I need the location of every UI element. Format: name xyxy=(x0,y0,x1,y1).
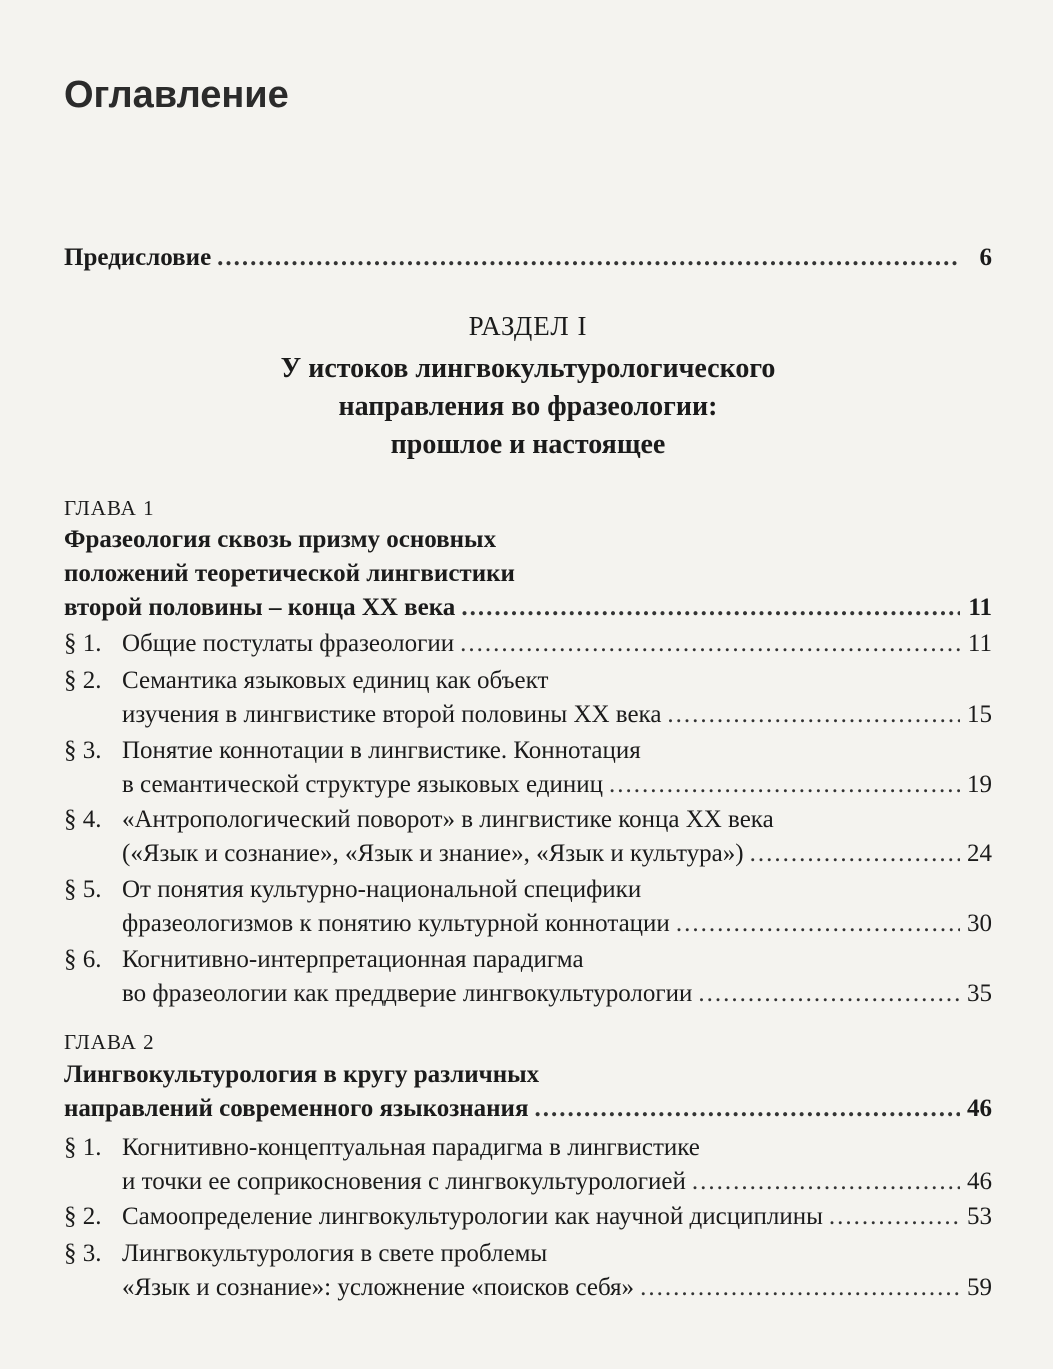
toc-entry-section[interactable] xyxy=(64,1131,992,1199)
leader-dots xyxy=(609,768,960,802)
toc-entry-chapter-2[interactable] xyxy=(64,1058,992,1126)
page-number: 24 xyxy=(967,840,992,867)
toc-entry-section[interactable] xyxy=(64,1237,992,1305)
leader-dots xyxy=(217,241,960,275)
section-number: § 1. xyxy=(64,1134,102,1161)
section-title-line: «Язык и сознание»: усложнение «поисков себя» xyxy=(122,1274,635,1301)
toc-entry-section[interactable] xyxy=(64,803,992,871)
page-number: 46 xyxy=(967,1168,992,1195)
chapter-2-label: ГЛАВА 2 xyxy=(64,1030,155,1054)
leader-dots xyxy=(829,1200,960,1234)
leader-dots xyxy=(750,837,960,871)
chapter-title-line: Лингвокультурология в кругу различных xyxy=(64,1061,540,1088)
toc-entry-chapter-1[interactable] xyxy=(64,523,992,625)
toc-entry-section[interactable] xyxy=(64,873,992,941)
toc-title: Оглавление xyxy=(64,74,289,116)
toc-entry-section[interactable] xyxy=(64,943,992,1011)
page-number: 11 xyxy=(968,594,992,621)
page-number: 46 xyxy=(967,1095,992,1122)
chapter-title-line: направлений современного языкознания xyxy=(64,1095,529,1122)
page-number: 53 xyxy=(967,1203,992,1230)
chapter-title-line: положений теоретической лингвистики xyxy=(64,560,515,587)
page-number: 59 xyxy=(967,1274,992,1301)
section-title-line: Когнитивно-концептуальная парадигма в лингвистике xyxy=(122,1134,700,1161)
section-number: § 2. xyxy=(64,1203,102,1230)
part-title-line: прошлое и настоящее xyxy=(390,429,666,460)
page-number: 30 xyxy=(967,910,992,937)
section-title-line: во фразеологии как преддверие лингвокультурологии xyxy=(122,980,693,1007)
section-number: § 1. xyxy=(64,630,102,657)
page-number: 35 xyxy=(967,980,992,1007)
section-title-line: фразеологизмов к понятию культурной коннотации xyxy=(122,910,670,937)
leader-dots xyxy=(461,591,960,625)
section-title-line: «Антропологический поворот» в лингвистике конца XX века xyxy=(122,806,774,833)
chapter-title-line: Фразеология сквозь призму основных xyxy=(64,526,497,553)
leader-dots xyxy=(698,977,960,1011)
section-number: § 6. xyxy=(64,946,102,973)
section-title-line: («Язык и сознание», «Язык и знание», «Язык и культура») xyxy=(122,840,744,867)
section-number: § 2. xyxy=(64,667,102,694)
toc-entry-section[interactable] xyxy=(64,1200,992,1234)
part-title xyxy=(64,350,992,464)
toc-entry-section[interactable] xyxy=(64,627,992,661)
leader-dots xyxy=(692,1165,960,1199)
entry-title: Предисловие xyxy=(64,244,212,271)
chapter-title-line: второй половины – конца XX века xyxy=(64,594,456,621)
section-number: § 4. xyxy=(64,806,102,833)
toc-entry-section[interactable] xyxy=(64,664,992,732)
section-number: § 3. xyxy=(64,1240,102,1267)
section-number: § 5. xyxy=(64,876,102,903)
section-title-line: Самоопределение лингвокультурологии как научной дисциплины xyxy=(122,1203,823,1230)
section-title-line: Семантика языковых единиц как объект xyxy=(122,667,549,694)
leader-dots xyxy=(640,1271,960,1305)
section-title-line: От понятия культурно-национальной специфики xyxy=(122,876,642,903)
section-title-line: и точки ее соприкосновения с лингвокультурологией xyxy=(122,1168,686,1195)
section-title-line: изучения в лингвистике второй половины XX века xyxy=(122,701,662,728)
section-title-line: Когнитивно-интерпретационная парадигма xyxy=(122,946,584,973)
leader-dots xyxy=(667,698,960,732)
page-number: 15 xyxy=(967,701,992,728)
page-number: 11 xyxy=(967,630,992,657)
section-title-line: Лингвокультурология в свете проблемы xyxy=(122,1240,548,1267)
part-label: РАЗДЕЛ I xyxy=(468,311,588,341)
section-title-line: Понятие коннотации в лингвистике. Коннотация xyxy=(122,737,641,764)
page-number: 6 xyxy=(979,244,992,271)
toc-entry-section[interactable] xyxy=(64,734,992,802)
part-title-line: направления во фразеологии: xyxy=(338,391,718,422)
chapter-1-label: ГЛАВА 1 xyxy=(64,496,155,520)
leader-dots xyxy=(460,627,960,661)
toc-entry-preface[interactable] xyxy=(64,241,992,275)
part-title-line: У истоков лингвокультурологического xyxy=(280,353,776,384)
leader-dots xyxy=(676,907,960,941)
leader-dots xyxy=(534,1092,960,1126)
section-title-line: Общие постулаты фразеологии xyxy=(122,630,455,657)
section-number: § 3. xyxy=(64,737,102,764)
section-title-line: в семантической структуре языковых единиц xyxy=(122,771,604,798)
page-number: 19 xyxy=(967,771,992,798)
